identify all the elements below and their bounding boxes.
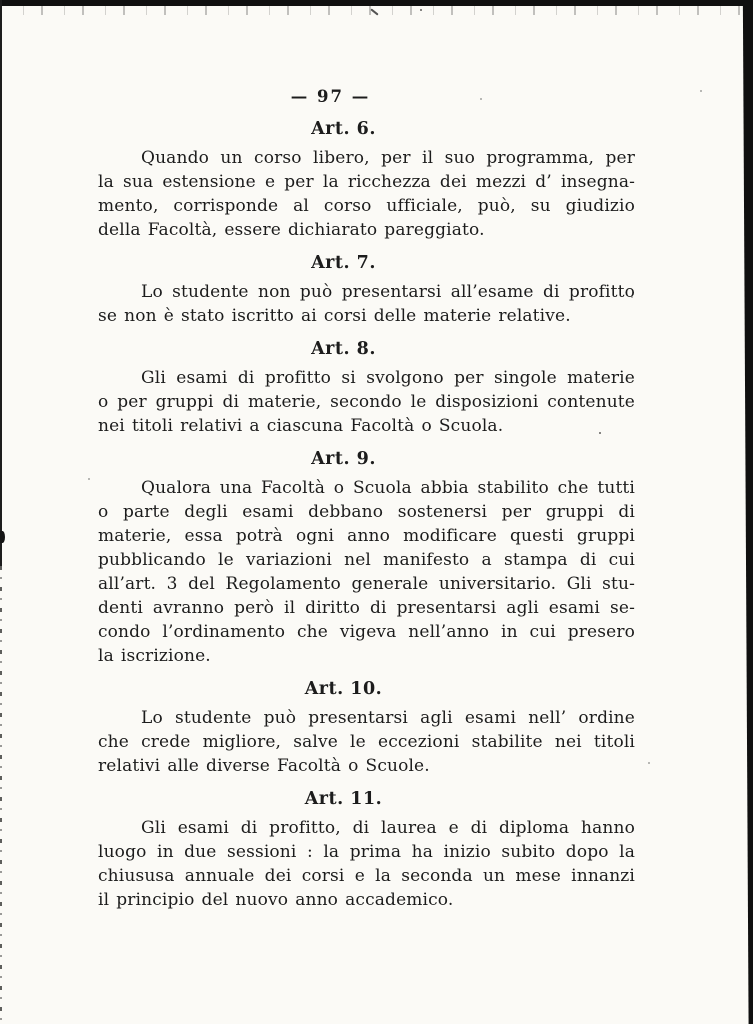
scan-speckle [88, 478, 90, 480]
text-line: Gli esami di profitto, di laurea e di diploma hanno [141, 818, 635, 838]
articles [98, 118, 635, 912]
page-number: — 97 — [290, 87, 371, 106]
page-content [98, 86, 635, 912]
scan-speckle [648, 762, 650, 764]
article [98, 678, 635, 778]
text-line: mento, corrisponde al corso ufficiale, può, su giudizio [98, 196, 635, 216]
text-line: all’art. 3 del Regolamento generale universitario. Gli stu- [98, 574, 635, 594]
text-line: la iscrizione. [98, 646, 211, 666]
article-heading: Art. 6. [311, 119, 376, 139]
text-line: pubblicando le variazioni nel manifesto a stampa di cui [98, 550, 635, 570]
text-line: luogo in due sessioni : la prima ha inizio subito dopo la [98, 842, 635, 862]
article [98, 448, 635, 668]
text-line: se non è stato iscritto ai corsi delle materie relative. [98, 306, 571, 326]
text-line: denti avranno però il diritto di presentarsi agli esami se- [98, 598, 635, 618]
article-heading: Art. 9. [311, 449, 376, 469]
article [98, 252, 635, 328]
article-paragraph [98, 146, 635, 242]
article-heading: Art. 11. [304, 789, 383, 809]
scan-edge-left [0, 0, 2, 566]
text-line: la sua estensione e per la ricchezza dei mezzi d’ insegna- [98, 172, 635, 192]
text-line: Qualora una Facoltà o Scuola abbia stabilito che tutti [141, 478, 635, 498]
article-paragraph [98, 280, 635, 328]
scan-speckle [700, 90, 702, 92]
article-heading: Art. 10. [304, 679, 383, 699]
article [98, 338, 635, 438]
article [98, 118, 635, 242]
article-paragraph [98, 706, 635, 778]
text-line: il principio del nuovo anno accademico. [98, 890, 454, 910]
text-line: Quando un corso libero, per il suo programma, per [141, 148, 635, 168]
text-line: della Facoltà, essere dichiarato pareggiato. [98, 220, 485, 240]
article-paragraph [98, 366, 635, 438]
text-line: Lo studente non può presentarsi all’esame di profitto [141, 282, 635, 302]
article-heading: Art. 7. [311, 253, 376, 273]
text-line: o per gruppi di materie, secondo le disposizioni contenute [98, 392, 635, 412]
text-line: o parte degli esami debbano sostenersi per gruppi di [98, 502, 635, 522]
text-line: condo l’ordinamento che vigeva nell’anno in cui presero [98, 622, 635, 642]
text-line: materie, essa potrà ogni anno modificare questi gruppi [98, 526, 635, 546]
scan-speckle [420, 9, 422, 11]
text-line: che crede migliore, salve le eccezioni stabilite nei titoli [98, 732, 635, 752]
scan-edge-right [740, 0, 753, 1024]
article-heading: Art. 8. [311, 339, 376, 359]
article [98, 788, 635, 912]
text-line: Lo studente può presentarsi agli esami nell’ ordine [141, 708, 635, 728]
scan-edge-blob [0, 531, 5, 543]
text-line: nei titoli relativi a ciascuna Facoltà o Scuola. [98, 416, 504, 436]
text-line: Gli esami di profitto si svolgono per singole materie [141, 368, 635, 388]
text-line: relativi alle diverse Facoltà o Scuole. [98, 756, 430, 776]
scan-edge-left-noise [0, 566, 2, 1024]
article-paragraph [98, 476, 635, 668]
article-paragraph [98, 816, 635, 912]
text-line: chiususa annuale dei corsi e la seconda un mese innanzi [98, 866, 635, 886]
